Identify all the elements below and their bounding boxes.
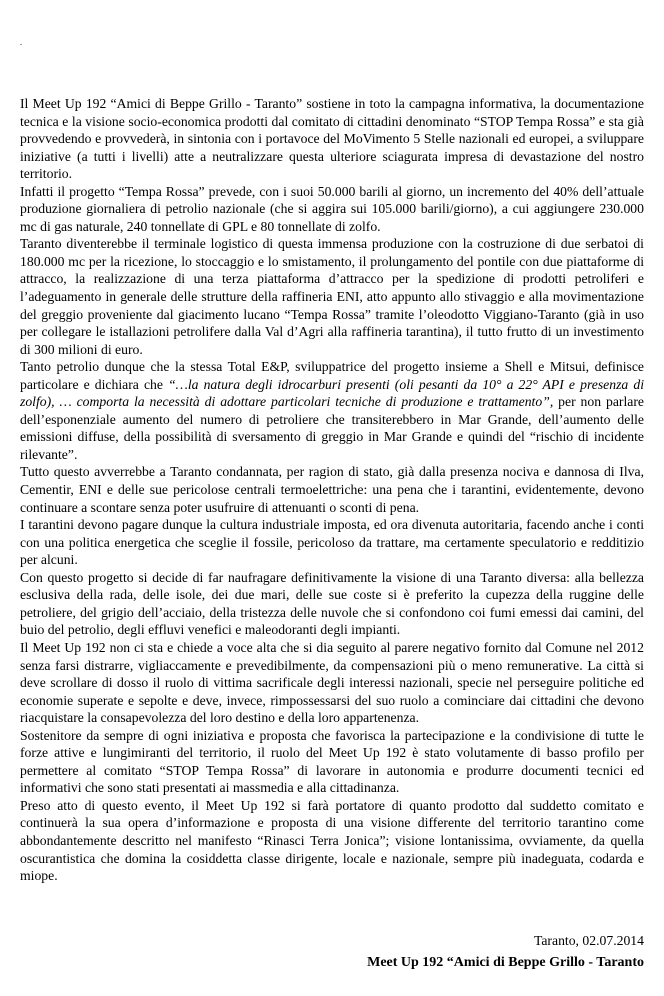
paragraph: Preso atto di questo evento, il Meet Up 192 si farà portatore di quanto prodotto dal suddetto comitato e continuerà la sua opera d’informazione e proposta di una visione differente del territorio tarantino come abbondantemente descritto nel manifesto “Rinasci Terra Jonica”; visione lontanissima, ovviamente, da quella oscurantistica che domina la cosiddetta classe dirigente, locale e nazionale, sempre più inadeguata, codarda e miope. [20,797,644,884]
paragraph: Infatti il progetto “Tempa Rossa” prevede, con i suoi 50.000 barili al giorno, un incremento del 40% dell’attuale produzione giornaliera di petrolio nazionale (che si aggira sui 105.000 barili/giorno), a cui aggiungere 230.000 mc di gas naturale, 240 tonnellate di GPL e 80 tonnellate di zolfo. [20,183,644,234]
paragraph-text: , per non parlare dell’esponenziale aumento del numero di petroliere che transiterebbero in Mar Grande, dell’aumento delle emissioni diffuse, della possibilità di sversamento di greggio in Mar Grande e quindi del “rischio di incidente rilevante”. [20,394,644,462]
paragraph: Tutto questo avverrebbe a Taranto condannata, per ragion di stato, già dalla presenza nociva e dannosa di Ilva, Cementir, ENI e delle sue pericolose centrali termoelettriche: una pena che i tarantini, evidentemente, devono continuare a scontare senza poter usufruire di attenuanti o sconti di pena. [20,464,644,515]
document-body [20,95,644,885]
quoted-text: “…la natura degli idrocarburi presenti (oli pesanti da 10° a 22° API e presenza di zolfo), … comporta la necessità di adottare particolari tecniche di produzione e trattamento” [20,376,644,410]
scan-mark [20,44,22,45]
signature-organization: Meet Up 192 “Amici di Beppe Grillo - Taranto [367,955,644,970]
paragraph: Il Meet Up 192 non ci sta e chiede a voce alta che si dia seguito al parere negativo fornito dal Comune nel 2012 senza farsi distrarre, vigliaccamente e prevedibilmente, da compensazioni più o meno remunerative. La città si deve scrollare di dosso il ruolo di vittima sacrificale degli interessi nazionali, specie nel perseguire politiche ed economie superate e sepolte e deve, invece, rimpossessarsi del suo ruolo a cominciare dai cittadini che devono riacquistare la consapevolezza del loro destino e della loro appartenenza. [20,639,644,726]
paragraph [20,358,644,463]
paragraph-text: Tanto petrolio dunque che la stessa Total E&P, sviluppatrice del progetto insieme a Shell e Mitsui, definisce particolare e dichiara che [20,359,644,392]
paragraph: Il Meet Up 192 “Amici di Beppe Grillo - Taranto” sostiene in toto la campagna informativa, la documentazione tecnica e la visione socio-economica prodotti dal comitato di cittadini denominato “STOP Tempa Rossa” e sta già provvedendo e provvederà, in sintonia con i portavoce del MoVimento 5 Stelle nazionali ed europei, a sviluppare iniziative (a tutti i livelli) atte a neutralizzare questa ulteriore sciagurata impresa di devastazione del nostro territorio. [20,96,644,182]
paragraph: Taranto diventerebbe il terminale logistico di questa immensa produzione con la costruzione di due serbatoi di 180.000 mc per la ricezione, lo stoccaggio e lo smistamento, il prolungamento del pontile con due piattaforme di attracco, la realizzazione di una terza piattaforma d’attracco per la spedizione di prodotti petroliferi e l’adeguamento in generale delle strutture della raffineria ENI, atto appunto allo stivaggio e alla movimentazione del greggio proveniente dal giacimento lucano “Tempa Rossa” tramite l’oleodotto Viggiano-Taranto (già in uso per collegare le istallazioni petrolifere dalla Val d’Agri alla raffineria tarantina), il tutto frutto di un investimento di 300 milioni di euro. [20,236,644,357]
signature-block [244,930,644,974]
paragraph: Sostenitore da sempre di ogni iniziativa e proposta che favorisca la partecipazione e la condivisione di tutte le forze attive e lungimiranti del territorio, il ruolo del Meet Up 192 è stato volutamente di basso profilo per permettere al comitato “STOP Tempa Rossa” di lavorare in autonomia e produrre documenti tecnici ed informativi che sono stati presentati ai massmedia e alla cittadinanza. [20,727,644,796]
paragraph: Con questo progetto si decide di far naufragare definitivamente la visione di una Taranto diversa: alla bellezza esclusiva della rada, delle isole, dei due mari, delle sue coste si è preferito la cupezza della ruggine delle petroliere, del grigio dell’acciaio, della tristezza delle nuvole che si confondono coi fumi emessi dai camini, del buio del petrolio, degli effluvi venefici e maleodoranti degli impianti. [20,569,644,638]
paragraph: I tarantini devono pagare dunque la cultura industriale imposta, ed ora divenuta autoritaria, facendo anche i conti con una politica energetica che sceglie il fossile, pericoloso da trattare, ma certamente speculatorio e redditizio per alcuni. [20,517,644,568]
place-date: Taranto, 02.07.2014 [533,933,644,948]
